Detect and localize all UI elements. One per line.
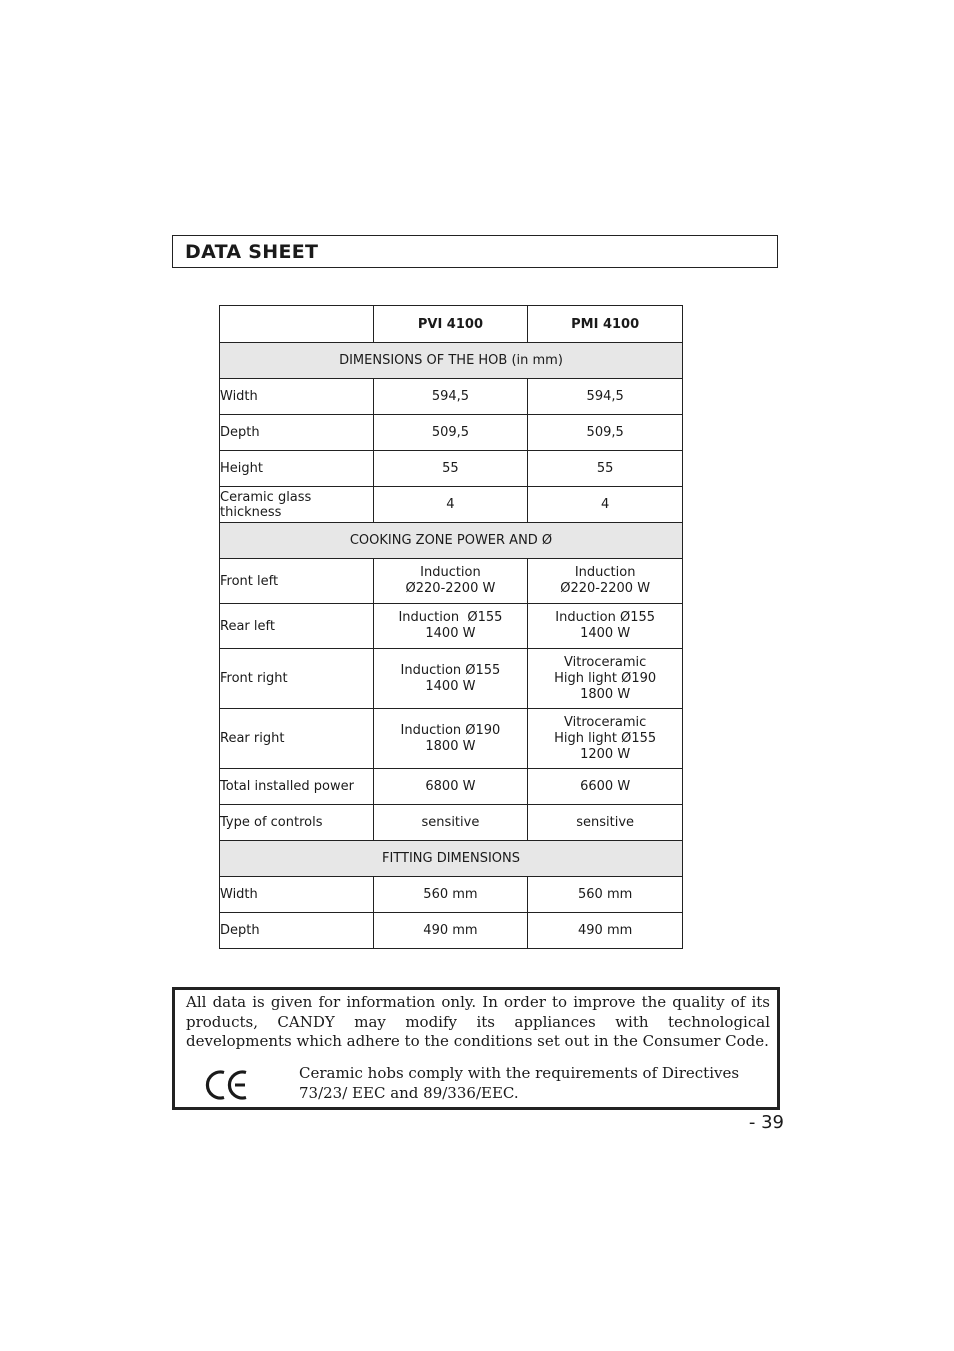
table-row [220,769,683,805]
cell-pvi: 4 [373,487,528,523]
cell-line: 1800 W [425,738,476,754]
cell-line: Induction [574,565,636,580]
data-sheet-table [219,305,683,949]
cell-line: Vitroceramic [564,714,647,730]
cell-line: Ø220-2200 W [560,581,651,596]
cell-line: 1200 W [580,746,631,762]
disclaimer-box [172,987,780,1110]
cell-pmi: 594,5 [528,379,683,415]
table-row [220,805,683,841]
cell-line: 1800 W [580,686,631,702]
cell-pvi [373,649,528,709]
cell-line: Induction Ø155 [400,662,501,678]
cell-pmi: 509,5 [528,415,683,451]
cell-pvi: 560 mm [373,877,528,913]
table-row [220,604,683,649]
title-box [172,235,778,268]
section-dimensions: DIMENSIONS OF THE HOB (in mm) [220,343,683,379]
row-label: Rear right [220,709,374,769]
row-label: Depth [220,415,374,451]
row-label: Height [220,451,374,487]
table-row [220,415,683,451]
cell-line: Induction Ø190 [400,722,501,738]
table-row [220,379,683,415]
cell-pvi [373,709,528,769]
table-row [220,913,683,949]
cell-pmi [528,559,683,604]
cell-pvi: 509,5 [373,415,528,451]
row-label: Type of controls [220,805,374,841]
row-label: Total installed power [220,769,374,805]
row-label: Depth [220,913,374,949]
cell-pmi: 55 [528,451,683,487]
cell-pmi [528,604,683,649]
cell-pmi: 6600 W [528,769,683,805]
ce-mark-icon [205,1068,249,1102]
section-cooking-zone: COOKING ZONE POWER AND Ø [220,523,683,559]
cell-line: High light Ø155 [554,730,657,746]
cell-pvi: sensitive [373,805,528,841]
cell-pvi: 6800 W [373,769,528,805]
cell-pmi [528,709,683,769]
cell-line: Vitroceramic [564,654,647,670]
cell-line: Ø220-2200 W [405,581,496,596]
disclaimer-text: All data is given for information only. In order to improve the quality of its products, CANDY may modify its appliances with technological developments which adhere to the conditions set out in the Consumer Code. [186,993,770,1050]
row-label: Rear left [220,604,374,649]
cell-pvi [373,604,528,649]
table-row [220,559,683,604]
row-label: Width [220,877,374,913]
cell-line: Induction [420,565,481,580]
table-header-row [220,306,683,343]
section-row-cooking [220,523,683,559]
cell-pvi: 594,5 [373,379,528,415]
table-row [220,451,683,487]
cell-line: 1400 W [580,626,631,641]
cell-line: 1400 W [425,678,476,694]
row-label: Width [220,379,374,415]
cell-pmi: 4 [528,487,683,523]
row-label: Ceramic glass thickness [220,487,374,523]
page-number: - 39 [748,1112,784,1133]
cell-pmi: sensitive [528,805,683,841]
row-label: Front left [220,559,374,604]
header-empty-cell [220,306,374,343]
ce-compliance-text [299,1064,759,1103]
section-row-fitting [220,841,683,877]
section-row-dimensions [220,343,683,379]
table-row [220,877,683,913]
cell-pmi [528,649,683,709]
cell-pvi: 55 [373,451,528,487]
cell-pmi: 560 mm [528,877,683,913]
table-row [220,487,683,523]
row-label: Front right [220,649,374,709]
cell-pvi [373,559,528,604]
cell-line: Induction Ø155 [398,610,503,625]
ce-text-line: Ceramic hobs comply with the requirements of Directives [299,1064,740,1082]
ce-text-line: 73/23/ EEC and 89/336/EEC. [299,1083,519,1102]
header-model-pvi: PVI 4100 [373,306,528,343]
cell-pvi: 490 mm [373,913,528,949]
cell-line: 1400 W [425,626,476,641]
cell-line: High light Ø190 [554,670,657,686]
header-model-pmi: PMI 4100 [528,306,683,343]
cell-pmi: 490 mm [528,913,683,949]
table-row [220,709,683,769]
cell-line: Induction Ø155 [555,610,656,625]
table-row [220,649,683,709]
section-fitting-dimensions: FITTING DIMENSIONS [220,841,683,877]
page-title: DATA SHEET [185,241,319,263]
